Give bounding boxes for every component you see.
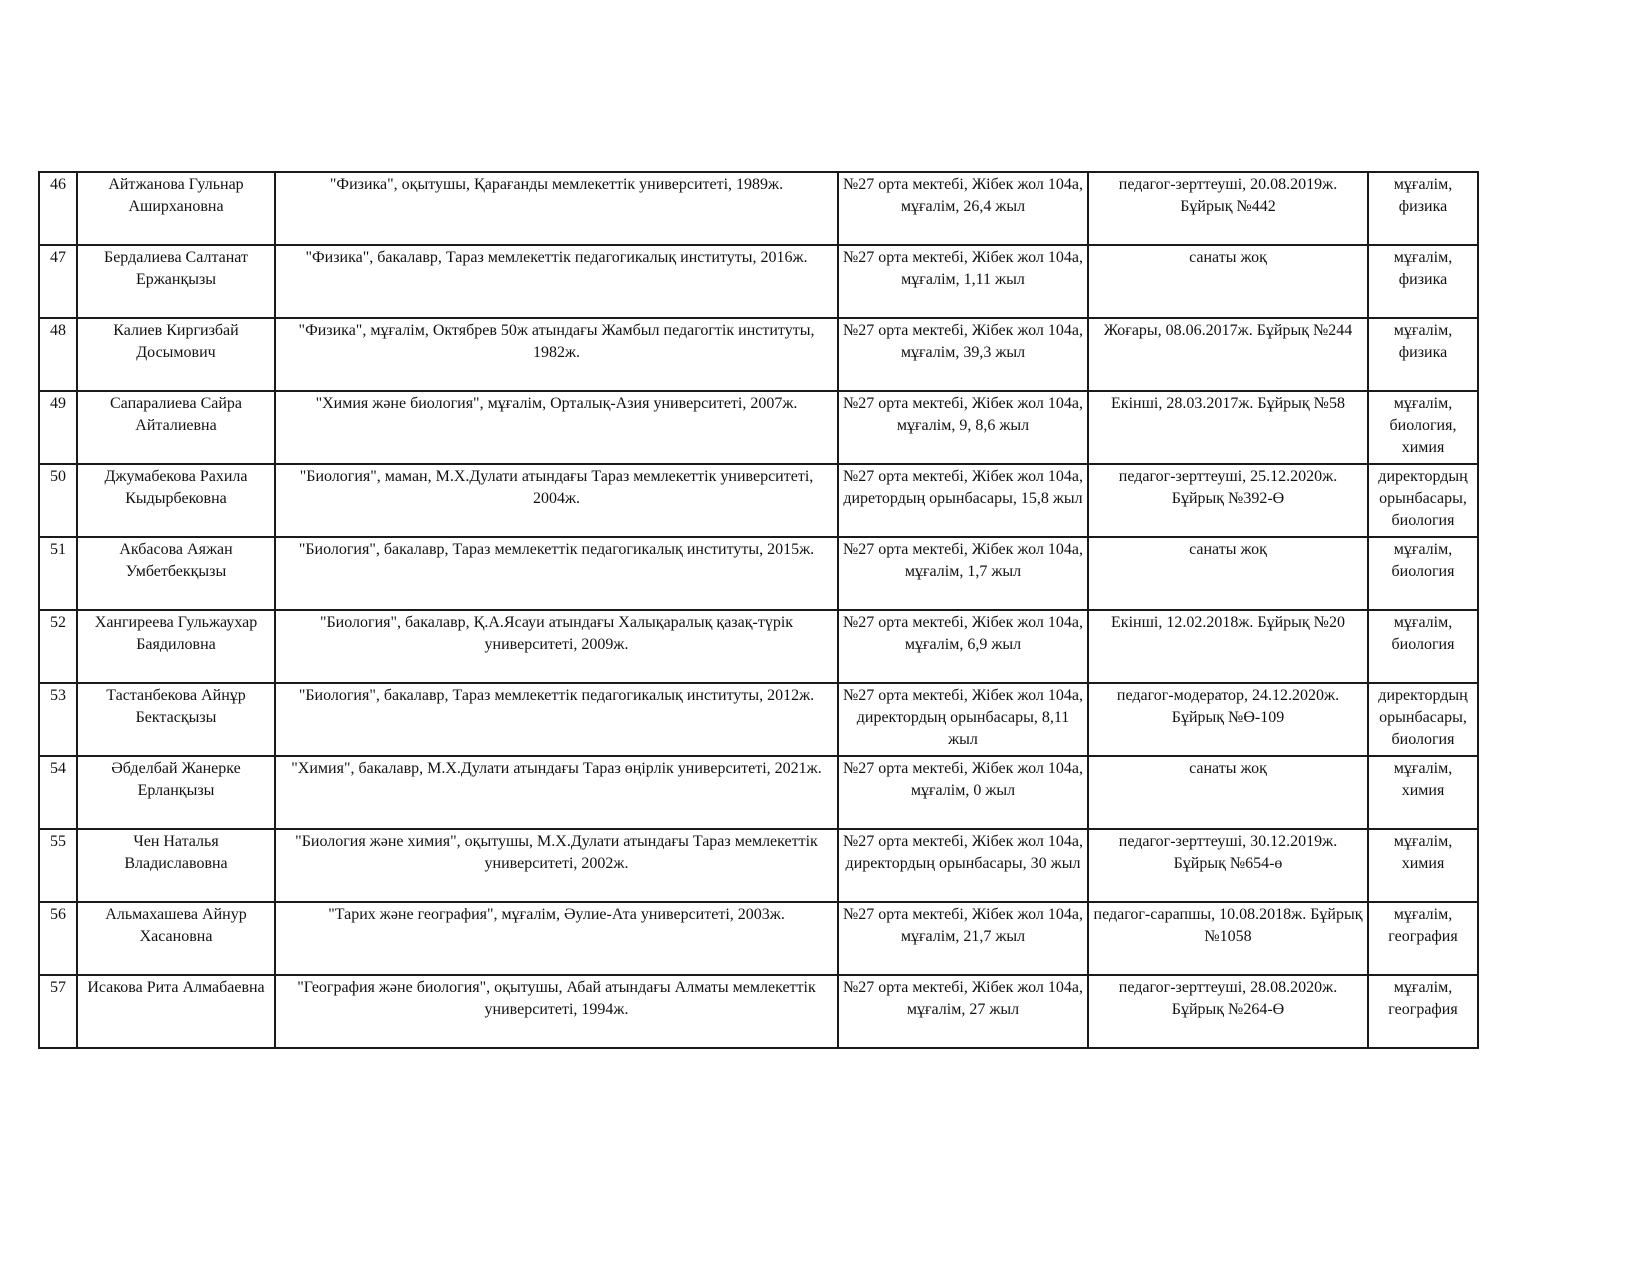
education-cell: "Биология және химия", оқытушы, М.Х.Дулати атындағы Тараз мемлекеттік университеті, 2002ж. (275, 829, 838, 902)
education-cell: "Химия", бакалавр, М.Х.Дулати атындағы Тараз өңірлік университеті, 2021ж. (275, 756, 838, 829)
workplace-cell: №27 орта мектебі, Жібек жол 104а, мұғалім, 21,7 жыл (838, 902, 1088, 975)
full-name-cell: Джумабекова Рахила Кыдырбековна (77, 464, 275, 537)
full-name-cell: Акбасова Аяжан Умбетбекқызы (77, 537, 275, 610)
workplace-cell: №27 орта мектебі, Жібек жол 104а, мұғалім, 26,4 жыл (838, 172, 1088, 245)
table-row (39, 318, 1478, 391)
category-cell: Екінші, 28.03.2017ж. Бұйрық №58 (1088, 391, 1368, 464)
position-cell: директордың орынбасары, биология (1368, 464, 1478, 537)
workplace-cell: №27 орта мектебі, Жібек жол 104а, директордың орынбасары, 8,11 жыл (838, 683, 1088, 756)
row-number-cell: 46 (39, 172, 77, 245)
category-cell: санаты жоқ (1088, 756, 1368, 829)
staff-table-body (39, 172, 1478, 1048)
table-row (39, 245, 1478, 318)
full-name-cell: Әбделбай Жанерке Ерланқызы (77, 756, 275, 829)
row-number-cell: 48 (39, 318, 77, 391)
table-row (39, 975, 1478, 1048)
education-cell: "Физика", мұғалім, Октябрев 50ж атындағы Жамбыл педагогтік институты, 1982ж. (275, 318, 838, 391)
workplace-cell: №27 орта мектебі, Жібек жол 104а, мұғалім, 0 жыл (838, 756, 1088, 829)
education-cell: "География және биология", оқытушы, Абай атындағы Алматы мемлекеттік университеті, 1994ж. (275, 975, 838, 1048)
category-cell: Жоғары, 08.06.2017ж. Бұйрық №244 (1088, 318, 1368, 391)
full-name-cell: Калиев Киргизбай Досымович (77, 318, 275, 391)
category-cell: педагог-зерттеуші, 28.08.2020ж. Бұйрық №264-Ө (1088, 975, 1368, 1048)
position-cell: мұғалім, физика (1368, 318, 1478, 391)
full-name-cell: Сапаралиева Сайра Айталиевна (77, 391, 275, 464)
table-row (39, 464, 1478, 537)
position-cell: мұғалім, биология, химия (1368, 391, 1478, 464)
full-name-cell: Исакова Рита Алмабаевна (77, 975, 275, 1048)
staff-table (38, 171, 1479, 1049)
education-cell: "Физика", оқытушы, Қарағанды мемлекеттік университеті, 1989ж. (275, 172, 838, 245)
workplace-cell: №27 орта мектебі, Жібек жол 104а, мұғалім, 1,7 жыл (838, 537, 1088, 610)
education-cell: "Биология", маман, М.Х.Дулати атындағы Тараз мемлекеттік университеті, 2004ж. (275, 464, 838, 537)
workplace-cell: №27 орта мектебі, Жібек жол 104а, директордың орынбасары, 30 жыл (838, 829, 1088, 902)
education-cell: "Биология", бакалавр, Қ.А.Ясауи атындағы Халықаралық қазақ-түрік университеті, 2009ж. (275, 610, 838, 683)
row-number-cell: 53 (39, 683, 77, 756)
workplace-cell: №27 орта мектебі, Жібек жол 104а, мұғалім, 39,3 жыл (838, 318, 1088, 391)
full-name-cell: Чен Наталья Владиславовна (77, 829, 275, 902)
table-row (39, 829, 1478, 902)
category-cell: педагог-зерттеуші, 20.08.2019ж. Бұйрық №442 (1088, 172, 1368, 245)
education-cell: "Тарих және география", мұғалім, Әулие-Ата университеті, 2003ж. (275, 902, 838, 975)
category-cell: санаты жоқ (1088, 245, 1368, 318)
table-row (39, 683, 1478, 756)
position-cell: мұғалім, география (1368, 902, 1478, 975)
education-cell: "Биология", бакалавр, Тараз мемлекеттік педагогикалық институты, 2015ж. (275, 537, 838, 610)
row-number-cell: 49 (39, 391, 77, 464)
table-row (39, 902, 1478, 975)
education-cell: "Химия және биология", мұғалім, Орталық-Азия университеті, 2007ж. (275, 391, 838, 464)
table-row (39, 537, 1478, 610)
position-cell: мұғалім, физика (1368, 172, 1478, 245)
row-number-cell: 57 (39, 975, 77, 1048)
row-number-cell: 51 (39, 537, 77, 610)
workplace-cell: №27 орта мектебі, Жібек жол 104а, мұғалім, 1,11 жыл (838, 245, 1088, 318)
full-name-cell: Альмахашева Айнур Хасановна (77, 902, 275, 975)
position-cell: мұғалім, физика (1368, 245, 1478, 318)
full-name-cell: Хангиреева Гульжаухар Баядиловна (77, 610, 275, 683)
position-cell: директордың орынбасары, биология (1368, 683, 1478, 756)
category-cell: педагог-модератор, 24.12.2020ж. Бұйрық №Ө-109 (1088, 683, 1368, 756)
table-row (39, 756, 1478, 829)
row-number-cell: 50 (39, 464, 77, 537)
table-row (39, 391, 1478, 464)
category-cell: санаты жоқ (1088, 537, 1368, 610)
workplace-cell: №27 орта мектебі, Жібек жол 104а, мұғалім, 6,9 жыл (838, 610, 1088, 683)
workplace-cell: №27 орта мектебі, Жібек жол 104а, мұғалім, 9, 8,6 жыл (838, 391, 1088, 464)
position-cell: мұғалім, география (1368, 975, 1478, 1048)
position-cell: мұғалім, химия (1368, 756, 1478, 829)
full-name-cell: Бердалиева Салтанат Ержанқызы (77, 245, 275, 318)
full-name-cell: Тастанбекова Айнұр Бектасқызы (77, 683, 275, 756)
category-cell: педагог-зерттеуші, 30.12.2019ж. Бұйрық №654-ө (1088, 829, 1368, 902)
workplace-cell: №27 орта мектебі, Жібек жол 104а, диретордың орынбасары, 15,8 жыл (838, 464, 1088, 537)
table-row (39, 172, 1478, 245)
row-number-cell: 56 (39, 902, 77, 975)
table-row (39, 610, 1478, 683)
position-cell: мұғалім, химия (1368, 829, 1478, 902)
position-cell: мұғалім, биология (1368, 610, 1478, 683)
row-number-cell: 55 (39, 829, 77, 902)
row-number-cell: 54 (39, 756, 77, 829)
row-number-cell: 47 (39, 245, 77, 318)
category-cell: педагог-сарапшы, 10.08.2018ж. Бұйрық №1058 (1088, 902, 1368, 975)
education-cell: "Биология", бакалавр, Тараз мемлекеттік педагогикалық институты, 2012ж. (275, 683, 838, 756)
full-name-cell: Айтжанова Гульнар Аширхановна (77, 172, 275, 245)
position-cell: мұғалім, биология (1368, 537, 1478, 610)
row-number-cell: 52 (39, 610, 77, 683)
education-cell: "Физика", бакалавр, Тараз мемлекеттік педагогикалық институты, 2016ж. (275, 245, 838, 318)
category-cell: Екінші, 12.02.2018ж. Бұйрық №20 (1088, 610, 1368, 683)
category-cell: педагог-зерттеуші, 25.12.2020ж. Бұйрық №392-Ө (1088, 464, 1368, 537)
workplace-cell: №27 орта мектебі, Жібек жол 104а, мұғалім, 27 жыл (838, 975, 1088, 1048)
